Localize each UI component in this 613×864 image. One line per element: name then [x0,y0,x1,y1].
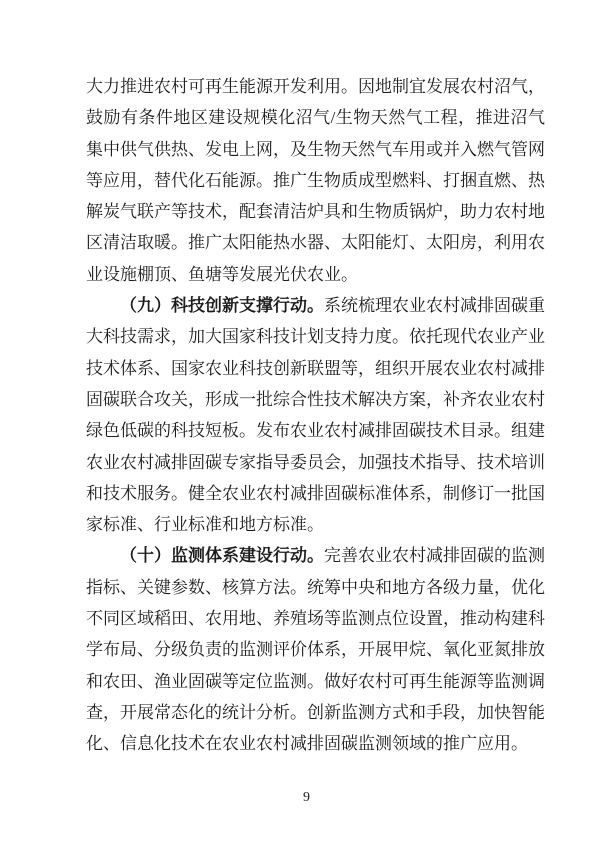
paragraph-renewable-energy [86,71,545,290]
paragraph-lead: （九）科技创新支撑行动。 [120,296,324,316]
paragraph-tech-innovation-action [86,290,545,540]
paragraph-text: 大力推进农村可再生能源开发利用。因地制宜发展农村沼气，鼓励有条件地区建设规模化沼气/生物天然气工程，推进沼气集中供气供热、发电上网，及生物天然气车用或并入燃气管网等应用，替代化石能源。推广生物质成型燃料、打捆直燃、热解炭气联产等技术，配套清洁炉具和生物质锅炉，助力农村地区清洁取暖。推广太阳能热水器、太阳能灯、太阳房，利用农业设施棚顶、鱼塘等发展光伏农业。 [86,77,545,284]
document-body [86,71,545,760]
page-number: 9 [303,790,310,805]
paragraph-text: 系统梳理农业农村减排固碳重大科技需求，加大国家科技计划支持力度。依托现代农业产业技术体系、国家农业科技创新联盟等，组织开展农业农村减排固碳联合攻关，形成一批综合性技术解决方案，补齐农业农村绿色低碳的科技短板。发布农业农村减排固碳技术目录。组建农业农村减排固碳专家指导委员会，加强技术指导、技术培训和技术服务。健全农业农村减排固碳标准体系，制修订一批国家标准、行业标准和地方标准。 [86,296,545,535]
paragraph-lead: （十）监测体系建设行动。 [120,546,324,566]
paragraph-monitoring-system-action [86,540,545,759]
paragraph-text: 完善农业农村减排固碳的监测指标、关键参数、核算方法。统筹中央和地方各级力量，优化不同区域稻田、农用地、养殖场等监测点位设置，推动构建科学布局、分级负责的监测评价体系，开展甲烷、氧化亚氮排放和农田、渔业固碳等定位监测。做好农村可再生能源等监测调查，开展常态化的统计分析。创新监测方式和手段，加快智能化、信息化技术在农业农村减排固碳监测领域的推广应用。 [86,546,545,754]
